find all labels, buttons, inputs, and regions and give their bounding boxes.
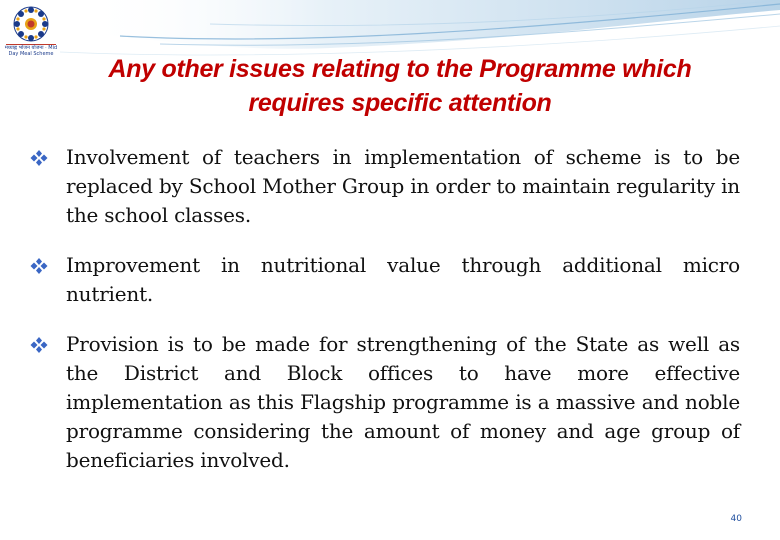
bullet-item (30, 251, 740, 309)
diamond-cluster-icon (30, 150, 48, 166)
diamond-cluster-icon (30, 337, 48, 353)
bullet-item (30, 143, 740, 230)
page-number: 40 (730, 514, 742, 524)
bullet-list (30, 143, 740, 475)
bullet-text: Involvement of teachers in implementation of scheme is to be replaced by School Mother Group in order to maintain regularity in the school classes. (66, 145, 740, 227)
bullet-item (30, 330, 740, 475)
diamond-cluster-icon (30, 258, 48, 274)
logo-caption: मध्याह्न भोजन योजना · Mid Day Meal Scheme (4, 45, 58, 57)
bullet-text: Provision is to be made for strengthening of the State as well as the District and Block offices to have more effective implementation as this Flagship programme is a massive and noble programme considering the amount of money and age group of beneficiaries involved. (66, 332, 740, 472)
slide-title: Any other issues relating to the Programme which requires specific attention (108, 55, 692, 117)
bullet-text: Improvement in nutritional value through additional micro nutrient. (66, 253, 740, 306)
